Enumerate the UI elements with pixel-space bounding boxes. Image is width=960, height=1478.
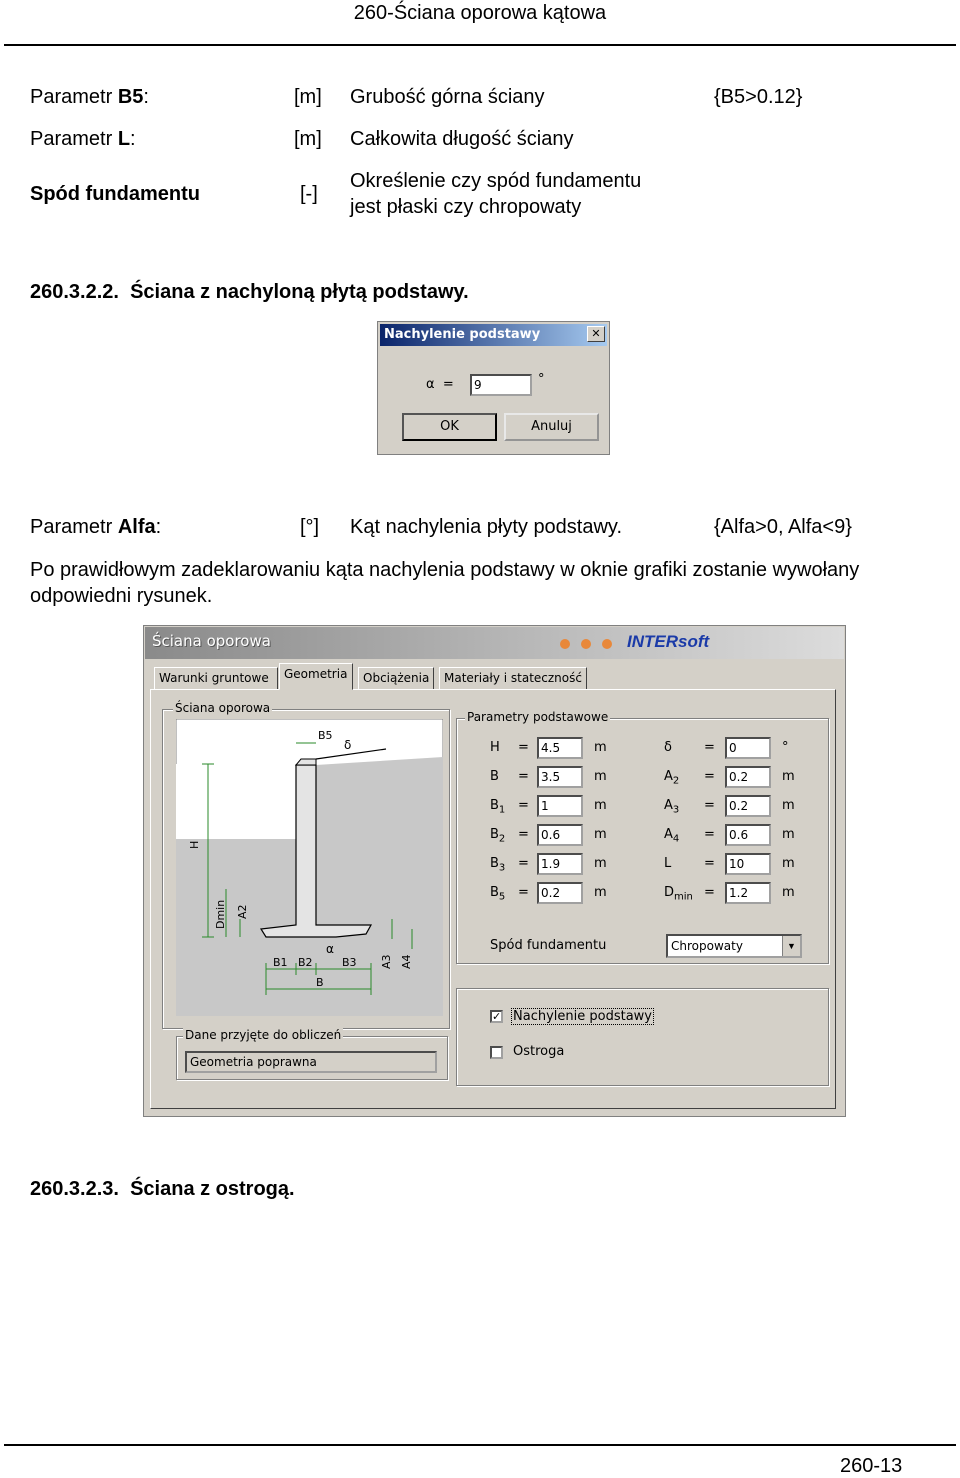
left-param-subscript: 5	[498, 891, 506, 903]
right-param-subscript: 2	[672, 775, 680, 787]
right-param-name	[664, 740, 672, 758]
app-window	[143, 625, 846, 1117]
data-group	[176, 1028, 448, 1080]
left-param-unit: m	[594, 827, 607, 842]
right-param-subscript: 3	[672, 804, 680, 816]
left-param-equals: =	[518, 740, 529, 755]
data-group-title: Dane przyjęte do obliczeń	[185, 1028, 342, 1042]
spur-checkbox[interactable]	[490, 1046, 503, 1059]
right-param-unit: m	[782, 885, 795, 900]
left-param-unit: m	[594, 885, 607, 900]
param-alfa-label: Parametr Alfa:	[30, 516, 162, 538]
left-param-name	[490, 885, 505, 903]
params-group-title: Parametry podstawowe	[467, 710, 609, 724]
right-param-input[interactable]: 0	[725, 737, 771, 759]
paragraph-line1: Po prawidłowym zadeklarowaniu kąta nachylenia podstawy w oknie grafiki zostanie wywołany	[30, 559, 860, 581]
incline-checkbox[interactable]: ✓	[492, 1010, 502, 1023]
left-param-equals: =	[518, 827, 529, 842]
left-param-symbol: B	[490, 798, 499, 813]
label-b5: B5	[318, 729, 333, 742]
incline-dialog	[377, 321, 610, 455]
left-param-symbol: H	[490, 740, 500, 755]
right-param-unit: m	[782, 856, 795, 871]
right-param-name	[664, 798, 679, 816]
left-param-name	[490, 740, 500, 758]
label-b1: B1	[273, 956, 288, 969]
param-base-desc-line2: jest płaski czy chropowaty	[350, 196, 582, 218]
right-param-subscript: 4	[672, 833, 680, 845]
decor-dot-icon	[581, 639, 591, 649]
right-param-equals: =	[704, 769, 715, 784]
param-base-desc-line1: Określenie czy spód fundamentu	[350, 170, 642, 192]
params-group	[456, 710, 829, 964]
right-param-equals: =	[704, 827, 715, 842]
close-icon[interactable]: ✕	[587, 326, 605, 342]
left-param-unit: m	[594, 798, 607, 813]
page-number: 260-13	[840, 1455, 903, 1477]
param-alfa-constraint: {Alfa>0, Alfa<9}	[714, 516, 852, 538]
label-a4: A4	[400, 954, 413, 969]
right-param-symbol: δ	[664, 740, 672, 755]
label-b2: B2	[298, 956, 313, 969]
degree-symbol: °	[538, 372, 545, 387]
param-l-desc: Całkowita długość ściany	[350, 128, 574, 150]
left-param-equals: =	[518, 769, 529, 784]
right-param-unit: m	[782, 827, 795, 842]
section-heading-incline: 260.3.2.2. Ściana z nachyloną płytą podstawy.	[30, 281, 469, 303]
param-l-unit: [m]	[294, 128, 322, 150]
tab-geometry[interactable]: Geometria	[279, 663, 353, 690]
param-base-unit: [-]	[300, 183, 318, 205]
label-h: H	[188, 840, 201, 849]
right-param-name	[664, 885, 693, 903]
param-b5-constraint: {B5>0.12}	[714, 86, 803, 108]
right-param-symbol: D	[664, 885, 675, 900]
spur-checkbox-label[interactable]: Ostroga	[513, 1044, 565, 1059]
right-param-symbol: L	[664, 856, 672, 871]
left-param-input[interactable]: 0.6	[537, 824, 583, 846]
left-param-input[interactable]: 4.5	[537, 737, 583, 759]
left-param-input[interactable]: 0.2	[537, 882, 583, 904]
left-param-subscript: 1	[498, 804, 506, 816]
base-type-label: Spód fundamentu	[490, 938, 607, 953]
left-param-name	[490, 856, 505, 874]
app-title: Ściana oporowa	[152, 632, 271, 650]
decor-dot-icon	[560, 639, 570, 649]
param-alfa-desc: Kąt nachylenia płyty podstawy.	[350, 516, 623, 538]
right-param-unit: °	[782, 740, 789, 755]
data-status-field: Geometria poprawna	[185, 1051, 437, 1073]
left-param-input[interactable]: 1.9	[537, 853, 583, 875]
label-dmin: Dmin	[214, 899, 227, 929]
left-param-unit: m	[594, 856, 607, 871]
left-param-subscript: 2	[498, 833, 506, 845]
left-param-unit: m	[594, 740, 607, 755]
footer-rule	[4, 1444, 956, 1446]
chevron-down-icon[interactable]: ▼	[782, 936, 800, 956]
right-param-unit: m	[782, 769, 795, 784]
left-param-name	[490, 827, 505, 845]
right-param-symbol: A	[664, 798, 673, 813]
left-param-symbol: B	[490, 885, 499, 900]
base-type-select[interactable]	[666, 934, 802, 958]
right-param-input[interactable]: 0.2	[725, 766, 771, 788]
header-rule	[4, 44, 956, 46]
param-b5-label: Parametr B5:	[30, 86, 149, 108]
label-a3: A3	[380, 954, 393, 969]
left-param-input[interactable]: 3.5	[537, 766, 583, 788]
label-b: B	[316, 976, 324, 989]
param-base-label: Spód fundamentu	[30, 183, 200, 205]
left-param-symbol: B	[490, 856, 499, 871]
label-b3: B3	[342, 956, 357, 969]
alpha-label: α =	[426, 377, 454, 392]
section-heading-spur: 260.3.2.3. Ściana z ostrogą.	[30, 1178, 295, 1200]
right-param-input[interactable]: 0.2	[725, 795, 771, 817]
cancel-button[interactable]: Anuluj	[504, 413, 599, 441]
right-param-equals: =	[704, 798, 715, 813]
right-param-name	[664, 827, 679, 845]
right-param-input[interactable]: 0.6	[725, 824, 771, 846]
right-param-equals: =	[704, 740, 715, 755]
left-param-equals: =	[518, 856, 529, 871]
right-param-symbol: A	[664, 827, 673, 842]
wall-drawing	[176, 719, 443, 1016]
right-param-equals: =	[704, 856, 715, 871]
incline-checkbox-label[interactable]: Nachylenie podstawy	[513, 1009, 652, 1024]
left-param-subscript: 3	[498, 862, 506, 874]
tab-soil[interactable]: Warunki gruntowe	[154, 667, 278, 689]
right-param-name	[664, 856, 671, 874]
options-group	[456, 988, 829, 1086]
tab-materials[interactable]: Materiały i stateczność	[439, 667, 587, 689]
param-b5-desc: Grubość górna ściany	[350, 86, 545, 108]
dialog-title: Nachylenie podstawy	[384, 327, 541, 342]
left-param-symbol: B	[490, 827, 499, 842]
right-param-symbol: A	[664, 769, 673, 784]
label-delta: δ	[344, 738, 352, 752]
left-param-equals: =	[518, 798, 529, 813]
right-param-input[interactable]: 10	[725, 853, 771, 875]
right-param-equals: =	[704, 885, 715, 900]
left-param-input[interactable]: 1	[537, 795, 583, 817]
page-header-title: 260-Ściana oporowa kątowa	[353, 2, 607, 24]
right-param-input[interactable]: 1.2	[725, 882, 771, 904]
param-b5-unit: [m]	[294, 86, 322, 108]
brand-logo: INTERsoft	[627, 632, 710, 651]
dialog-titlebar	[380, 324, 607, 346]
param-l-label: Parametr L:	[30, 128, 136, 150]
left-param-name	[490, 769, 499, 787]
right-param-unit: m	[782, 798, 795, 813]
right-param-name	[664, 769, 679, 787]
param-alfa-unit: [°]	[300, 516, 320, 538]
label-a2: A2	[236, 904, 249, 919]
left-param-name	[490, 798, 505, 816]
right-param-subscript: min	[674, 891, 693, 903]
left-param-equals: =	[518, 885, 529, 900]
left-param-symbol: B	[490, 769, 499, 784]
app-titlebar	[145, 627, 844, 659]
base-type-value: Chropowaty	[671, 939, 743, 953]
tab-loads[interactable]: Obciążenia	[358, 667, 434, 689]
decor-dot-icon	[602, 639, 612, 649]
ok-button[interactable]: OK	[402, 413, 497, 441]
drawing-group-title: Ściana oporowa	[175, 701, 271, 715]
paragraph-line2: odpowiedni rysunek.	[30, 585, 213, 607]
label-alpha: α	[326, 942, 334, 956]
left-param-unit: m	[594, 769, 607, 784]
alpha-input[interactable]: 9	[470, 374, 532, 396]
